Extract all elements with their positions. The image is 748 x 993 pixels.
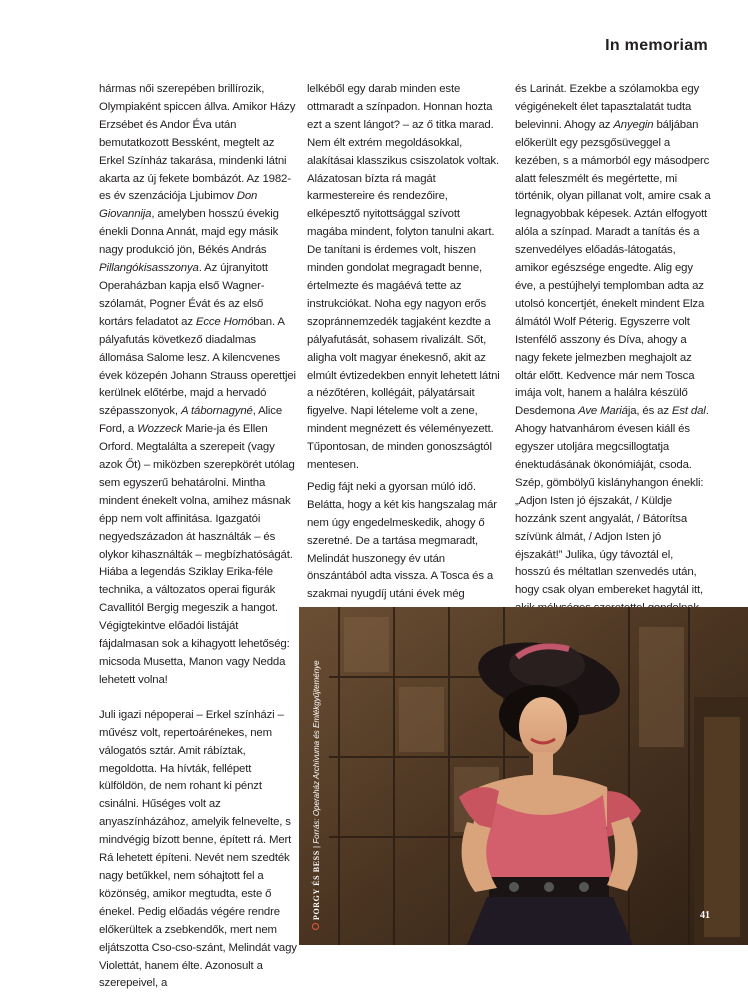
paragraph: Pedig fájt neki a gyorsan múló idő. Belátta, hogy a két kis hangszalag már nem úgy engedelmeskedik, ahogy ő szeretné. De a tartása megmaradt, Melindát huszonegy év után önszántából adta vissza. A Tosca és a szakmai nyugdíj utáni évek még: [307, 480, 497, 601]
page-number: 41: [700, 910, 710, 921]
paragraph: lelkéből egy darab minden este ottmaradt a színpadon. Honnan hozta ezt a szent lángot? – az ő titka marad. Nem élt extrém megoldásokkal, alakításai klasszikus csiszolatok voltak. Alázatosan bízta rá magát karmestereire és rendezőire, elképesztő nyitottsággal szívott magába mindent, folyton tanulni akart. De tanítani is érdemes volt, hiszen minden gondolat megragadt benne, értelmezte és magáévá tette az instrukciókat. Noha egy nagyon erős szopránnemzedék tagjaként kezdte a pályafutását, sohasem rivalizált. Sőt, aligha volt magyar énekesnő, akit az elmúlt évtizedekben ennyit lehetett látni a nézőtéren, kollégáit, pályatársait figyelve. Napi lételeme volt a zene, mindent megnézett és véleményezett. Tűpontosan, de minden gonoszságtól mentesen.: [307, 83, 500, 472]
paragraph: hármas női szerepében brillírozik, Olympiaként spiccen állva. Amikor Házy Erzsébet és Andor Éva után bemutatkozott Bessként, megtelt az Erkel Színház takarása, mindenki látni akarta az új fekete bombázót. Az 1982-es év szenzációja Ljubimov Don Giovannija, amelyben hosszú évekig énekli Donna Annát, majd egy másik nagy produkció jön, Békés András Pillangókisasszonya. Az újranyitott Operaházban kapja első Wagner-szólamát, Pogner Évát és az első kortárs feladatot az Ecce Homóban. A pályafutás következő diadalmas állomása Salome lesz. A kilencvenes évek közepén Johann Strauss operettjei kerülnek előtérbe, majd a hervadó szépasszonyok, A tábornagyné, Alice Ford, a Wozzeck Marie-ja és Ellen Orford. Megtalálta a szerepeit (vagy azok Őt) – miközben szerepkörét utólag sem egyszerű behatárolni. Mintha mindent énekelt volna, amihez másnak épp nem volt affinitása. Igazgatói negyedszázadon át használták – és olykor kihasználták – megbízhatóságát. Hiába a legendás Sziklay Erika-féle technika, a változatos operai figurák Cavallitól Bergig megeszik a hangot. Végigtekintve előadói listáját fájdalmasan sok a kihagyott lehetőség: micsoda Musetta, Manon vagy Nedda lehetett volna!: [99, 83, 296, 686]
text-column-1: [99, 81, 297, 993]
paragraph: és Larinát. Ezekbe a szólamokba egy végigénekelt élet tapasztalatát tudta belevinni. Ahogy az Anyegin báljában előkerült egy pezsgősüveggel a kezében, s a mámorból egy másodperc alatt feleszmélt és megértette, mi történik, olyan pillanat volt, amire csak a legnagyobbak képesek. Aztán elfogyott alóla a színpad. Maradt a tanítás és a szenvedélyes előadás-látogatás, amikor egészsége engedte. Alig egy éve, a pestújhelyi templomban adta az utolsó koncertjét, énekelt mindent Elza álmától Wolf Péterig. Egyszerre volt Istenfélő asszony és Díva, ahogy a nagy fekete jelmezben meghajolt az oltár előtt. Kedvence már nem Tosca imája volt, hanem a halálra készülő Desdemona Ave Mariája, és az Est dal. Ahogy hatvanhárom évesen kiáll és egyszer utoljára megcsillogtatja énektudásának ökonómiáját, csoda. Szép, gömbölyű kislányhangon énekli: „Adjon Isten jó éjszakát, / Küldje hozzánk szent angyalát, / Bátorítsa szívünk álmát, / Adjon Isten jó éjszakát!” Julika, úgy távoztál el, hosszú és méltatlan szenvedés után, hogy csak olyan embereket hagytál itt,: [515, 81, 711, 636]
caption-marker-icon: [312, 923, 319, 930]
singer-photo: [299, 607, 748, 945]
paragraph: Juli igazi népoperai – Erkel színházi – művész volt, repertoárénekes, nem válogatós sztár. Amit rábíztak, megoldotta. Ha hívták, fellépett külföldön, de nem rohant ki pénzt csinálni. Hűséges volt az anyaszínházához, amelyik felnevelte, s mindvégig bízott benne, épített rá. Mert Rá lehetett építeni. Nevét nem szedték nagy betűkkel, nem sóhajtott fel a közönség, amikor megtudta, este ő énekel. Pedig előadás végére rendre előkerültek a zsebkendők, mert nem eljátszotta Cso-cso-szánt, Melindát vagy Violettát, hanem élte. Azonosult a szerepeivel, a: [99, 708, 297, 990]
text-column-2: [307, 81, 503, 658]
text-column-3: [515, 81, 711, 636]
section-header: In memoriam: [605, 37, 708, 54]
photo-caption: PORGY ÉS BESS | Forrás: Operaház Archívuma és Emlékgyűjteménye: [310, 612, 324, 930]
